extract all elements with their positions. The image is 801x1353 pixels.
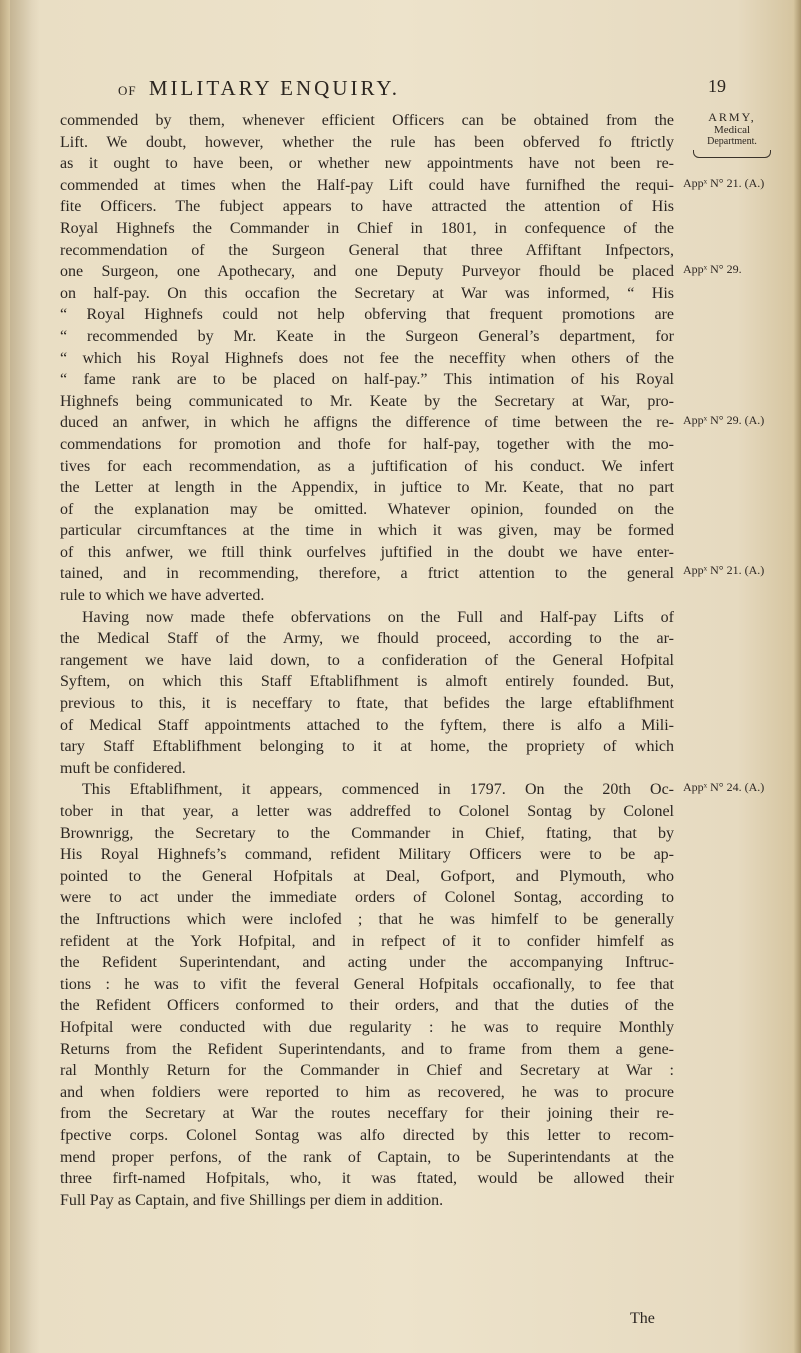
running-head xyxy=(118,76,400,101)
text-line: tions : he was to vifit the feveral General Hofpitals occafionally, to fee that xyxy=(60,975,674,993)
text-line: of Medical Staff appointments attached to the fyftem, there is alfo a Mili- xyxy=(60,716,674,734)
text-line: Brownrigg, the Secretary to the Commander in Chief, ftating, that by xyxy=(60,824,674,842)
text-line: Syftem, on which this Staff Eftablifhment is almoft entirely founded. But, xyxy=(60,673,674,691)
text-line: muft be confidered. xyxy=(60,759,186,777)
text-line: three firft-named Hofpitals, who, it was ftated, would be allowed their xyxy=(60,1170,674,1188)
catchword: The xyxy=(630,1310,655,1327)
text-line: previous to this, it is neceffary to ftate, that befides the large eftablifhment xyxy=(60,695,674,713)
text-line: mend proper perfons, of the rank of Captain, to be Superintendants at the xyxy=(60,1148,674,1166)
text-line: from the Secretary at War the routes neceffary for their joining their re- xyxy=(60,1105,674,1123)
text-line: ral Monthly Return for the Commander in Chief and Secretary at War : xyxy=(60,1062,674,1080)
text-line: on half-pay. On this occafion the Secretary at War was informed, “ His xyxy=(60,284,674,302)
text-line: rule to which we have adverted. xyxy=(60,587,265,605)
margin-note-5: Appˣ N° 24. (A.) xyxy=(683,780,765,794)
spine-shadow xyxy=(10,0,40,1353)
page-edge-left xyxy=(0,0,10,1353)
page-edge-right xyxy=(793,0,801,1353)
margin-note-4: Appˣ N° 21. (A.) xyxy=(683,563,765,577)
text-line: Returns from the Refident Superintendants, and to frame from them a gene- xyxy=(60,1040,674,1058)
text-line: commendations for promotion and thofe for half-pay, together with the mo- xyxy=(60,435,674,453)
text-line: of the explanation may be omitted. Whatever opinion, founded on the xyxy=(60,500,674,518)
text-line: fite Officers. The fubject appears to have attracted the attention of His xyxy=(60,198,674,216)
running-head-title: MILITARY ENQUIRY. xyxy=(148,76,401,100)
department-sidenote xyxy=(692,111,772,158)
text-line: and when foldiers were reported to him as recovered, he was to procure xyxy=(60,1083,674,1101)
text-line: tained, and in recommending, therefore, a ftrict attention to the general xyxy=(60,565,674,583)
text-line: “ fame rank are to be placed on half-pay.” This intimation of his Royal xyxy=(60,371,674,389)
text-line: one Surgeon, one Apothecary, and one Deputy Purveyor fhould be placed xyxy=(60,263,674,281)
text-line: “ which his Royal Highnefs does not fee the neceffity when others of the xyxy=(60,349,674,367)
text-line: as it ought to have been, or whether new appointments have not been re- xyxy=(60,155,674,173)
text-line: Having now made thefe obfervations on the Full and Half-pay Lifts of xyxy=(82,608,674,626)
department-brace xyxy=(693,150,771,158)
text-line: refident at the York Hofpital, and in refpect of it to confider himfelf as xyxy=(60,932,674,950)
margin-note-3: Appˣ N° 29. (A.) xyxy=(683,413,765,427)
department-label: Department. xyxy=(707,136,757,147)
text-line: tober in that year, a letter was addreffed to Colonel Sontag by Colonel xyxy=(60,803,674,820)
text-line: fpective corps. Colonel Sontag was alfo directed by this letter to recom- xyxy=(60,1126,674,1144)
running-head-of: OF xyxy=(118,83,137,98)
body-text xyxy=(60,110,674,1211)
text-line: His Royal Highnefs’s command, refident Military Officers were to be ap- xyxy=(60,846,674,864)
text-line: Full Pay as Captain, and five Shillings per diem in addition. xyxy=(60,1191,444,1209)
margin-note-2: Appˣ N° 29. xyxy=(683,262,742,276)
text-line: Hofpital were conducted with due regularity : he was to require Monthly xyxy=(60,1018,674,1036)
text-line: pointed to the General Hofpitals at Deal, Gofport, and Plymouth, who xyxy=(60,867,674,885)
text-line: commended at times when the Half-pay Lift could have furnifhed the requi- xyxy=(60,176,674,194)
text-line: of this anfwer, we ftill think ourfelves juftified in the doubt we have enter- xyxy=(60,543,674,561)
margin-note-1: Appˣ N° 21. (A.) xyxy=(683,176,765,190)
text-line: the Medical Staff of the Army, we fhould proceed, according to the ar- xyxy=(60,630,674,648)
text-line: tary Staff Eftablifhment belonging to it at home, the propriety of which xyxy=(60,738,674,756)
text-line: “ Royal Highnefs could not help obferving that frequent promotions are xyxy=(60,306,674,324)
department-medical: Medical xyxy=(713,124,751,136)
department-army: ARMY, xyxy=(708,110,756,124)
text-line: Royal Highnefs the Commander in Chief in 1801, in confequence of the xyxy=(60,219,674,237)
text-line: Highnefs being communicated to Mr. Keate by the Secretary at War, pro- xyxy=(60,392,674,410)
text-line: tives for each recommendation, as a juftification of his conduct. We infert xyxy=(60,457,674,475)
text-line: This Eftablifhment, it appears, commenced in 1797. On the 20th Oc- xyxy=(82,781,674,799)
text-line: particular circumftances at the time in which it was given, may be formed xyxy=(60,522,674,540)
text-line: the Letter at length in the Appendix, in juftice to Mr. Keate, that no part xyxy=(60,479,674,497)
text-line: recommendation of the Surgeon General that three Affiftant Infpectors, xyxy=(60,241,674,259)
text-line: rangement we have laid down, to a confideration of the General Hofpital xyxy=(60,651,674,669)
text-line: Lift. We doubt, however, whether the rule has been obferved fo ftrictly xyxy=(60,133,674,151)
text-line: duced an anfwer, in which he affigns the difference of time between the re- xyxy=(60,414,674,432)
text-line: the Refident Superintendant, and acting under the accompanying Inftruc- xyxy=(60,954,674,972)
text-line: the Inftructions which were inclofed ; that he was himfelf to be generally xyxy=(60,910,674,928)
text-line: the Refident Officers conformed to their orders, and that the duties of the xyxy=(60,997,674,1015)
text-line: “ recommended by Mr. Keate in the Surgeon General’s department, for xyxy=(60,327,674,345)
page-number: 19 xyxy=(708,76,726,96)
text-line: commended by them, whenever efficient Officers can be obtained from the xyxy=(60,112,674,129)
text-line: were to act under the immediate orders of Colonel Sontag, according to xyxy=(60,889,674,907)
